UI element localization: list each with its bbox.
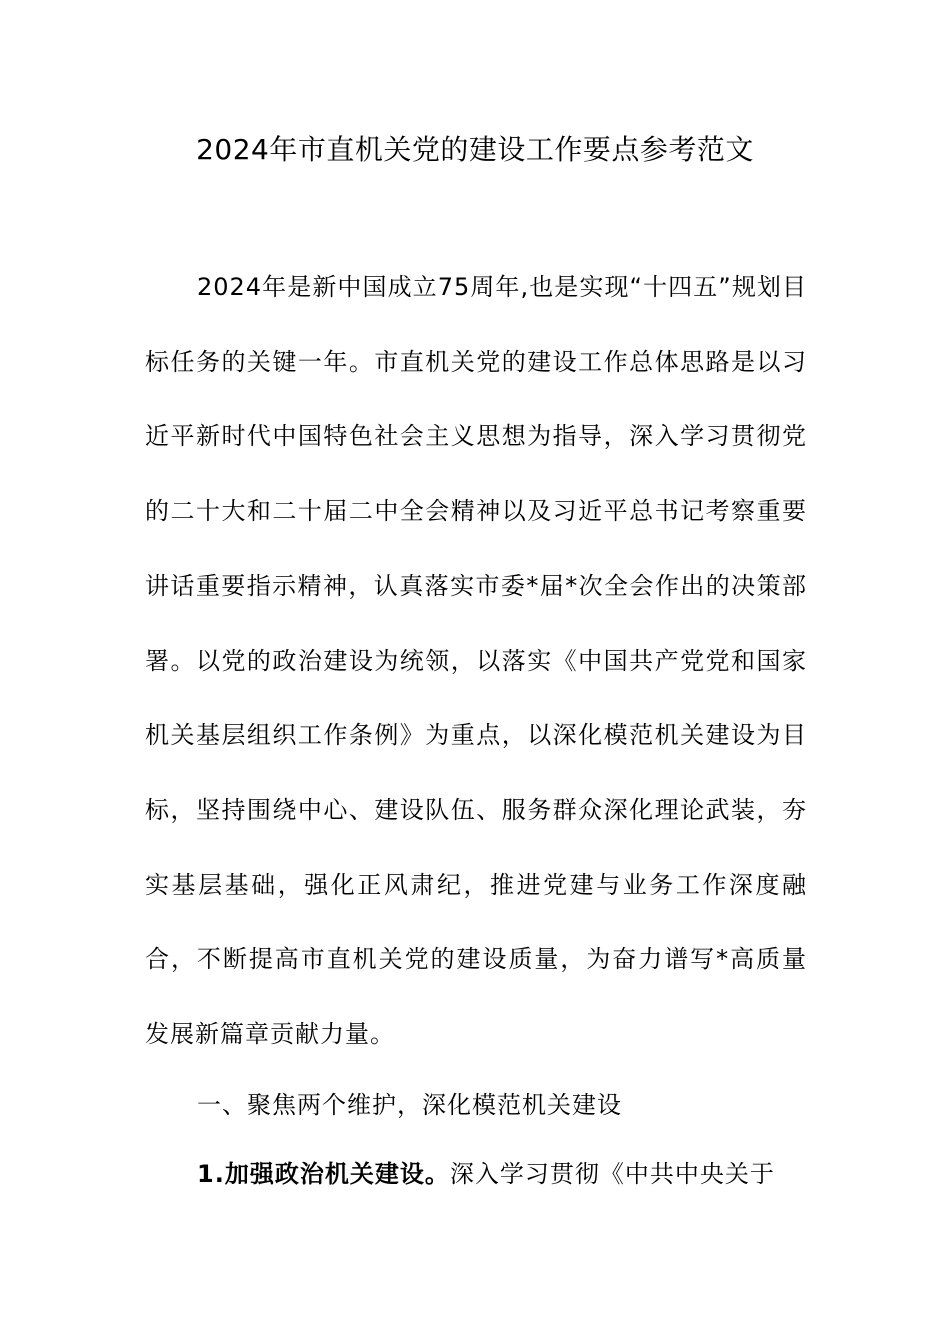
list-item (145, 1154, 807, 1194)
item-heading: 1.加强政治机关建设。 (197, 1160, 450, 1188)
intro-paragraph: 2024年是新中国成立75周年,也是实现“十四五”规划目标任务的关键一年。市直机关党的建设工作总体思路是以习近平新时代中国特色社会主义思想为指导，深入学习贯彻党的二十大和二十届二中全会精神以及习近平总书记考察重要讲话重要指示精神，认真落实市委*届*次全会作出的决策部署。以党的政治建设为统领，以落实《中国共产党党和国家机关基层组织工作条例》为重点，以深化模范机关建设为目标，坚持围绕中心、建设队伍、服务群众深化理论武装，夯实基层基础，强化正风肃纪，推进党建与业务工作深度融合，不断提高市直机关党的建设质量，为奋力谱写*高质量发展新篇章贡献力量。 (145, 273, 807, 1049)
document-title: 2024年市直机关党的建设工作要点参考范文 (196, 133, 754, 166)
section-heading: 一、聚焦两个维护，深化模范机关建设 (197, 1091, 622, 1119)
item-text: 深入学习贯彻《中共中央关于 (449, 1160, 775, 1188)
